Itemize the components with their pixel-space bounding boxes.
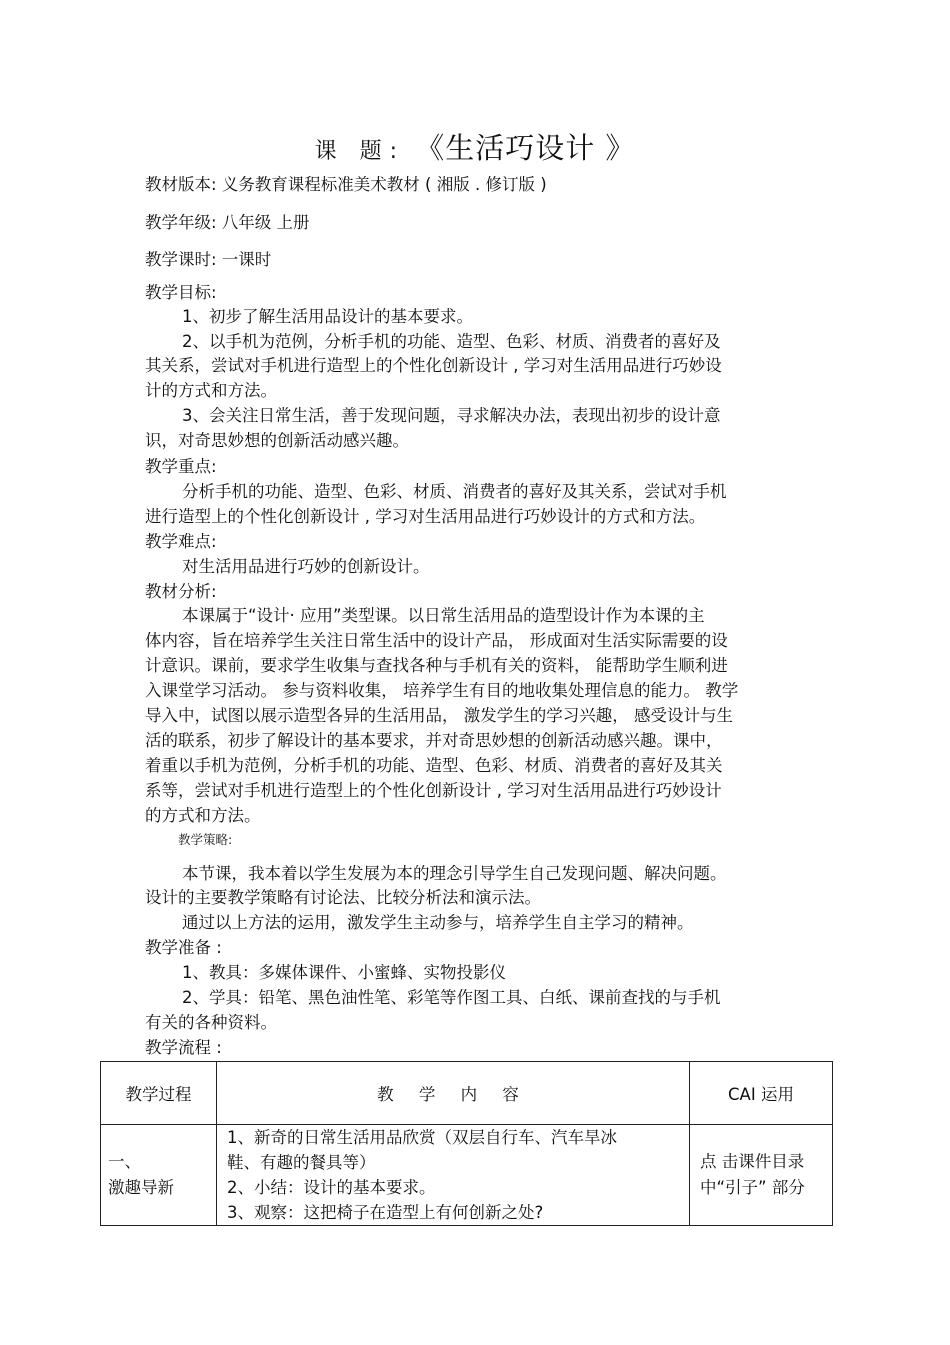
header-stage: 教学过程 [101,1062,217,1125]
analysis-line: 活的联系，初步了解设计的基本要求，并对奇思妙想的创新活动感兴趣。课中， [145,731,723,750]
objectives-line: 识，对奇思妙想的创新活动感兴趣。 [145,431,409,450]
objectives-line: 3、会关注日常生活，善于发现问题，寻求解决办法，表现出初步的设计意 [182,406,721,425]
edition-line: 教材版本: 义务教育课程标准美术教材 ( 湘版 . 修订版 ) [145,175,547,194]
content-line: 1、新奇的日常生活用品欣赏（双层自行车、汽车旱冰 [227,1128,617,1147]
strategy-line: 通过以上方法的运用，激发学生主动参与，培养学生自主学习的精神。 [182,913,694,932]
table-row [101,1125,833,1226]
analysis-line: 计意识。课前，要求学生收集与查找各种与手机有关的资料， 能帮助学生顺利进 [145,656,728,675]
header-cai: CAI 运用 [690,1062,833,1125]
strategy-line: 本节课，我本着以学生发展为本的理念引导学生自己发现问题、解决问题。 [182,864,727,883]
difficulty-line: 对生活用品进行巧妙的创新设计。 [182,557,430,576]
hours-line: 教学课时: 一课时 [145,250,272,269]
content-cell [217,1125,690,1226]
cai-line: 中“引子” 部分 [700,1178,805,1197]
analysis-line: 系等，尝试对手机进行造型上的个性化创新设计 , 学习对生活用品进行巧妙设计 [145,781,722,800]
key-points-heading: 教学重点: [145,457,217,476]
strategy-heading: 教学策略: [178,832,233,847]
flow-heading: 教学流程 : [145,1038,222,1057]
title-main: 《生活巧设计 》 [415,131,636,165]
analysis-line: 入课堂学习活动。 参与资料收集， 培养学生有目的地收集处理信息的能力。 教学 [145,681,739,700]
content-line: 2、小结：设计的基本要求。 [227,1178,436,1197]
cai-line: 点 击课件目录 [700,1152,805,1171]
cai-cell [690,1125,833,1226]
objectives-line: 其关系，尝试对手机进行造型上的个性化创新设计 , 学习对生活用品进行巧妙设 [145,356,722,375]
preparation-heading: 教学准备 : [145,938,222,957]
preparation-line: 2、学具：铅笔、黑色油性笔、彩笔等作图工具、白纸、课前查找的与手机 [182,988,721,1007]
teaching-flow-table [100,1061,833,1226]
objectives-line: 2、以手机为范例，分析手机的功能、造型、色彩、材质、消费者的喜好及 [182,332,721,351]
stage-cell [101,1125,217,1226]
objectives-heading: 教学目标: [145,283,217,302]
key-points-line: 分析手机的功能、造型、色彩、材质、消费者的喜好及其关系，尝试对手机 [182,482,727,501]
content-line: 鞋、有趣的餐具等） [227,1153,376,1172]
header-content: 教 学 内 容 [217,1062,690,1125]
analysis-line: 的方式和方法。 [145,806,261,825]
stage-name: 激趣导新 [108,1178,174,1197]
content-line: 3、观察：这把椅子在造型上有何创新之处? [227,1203,544,1222]
page-title [0,126,950,167]
grade-line: 教学年级: 八年级 上册 [145,213,310,232]
analysis-heading: 教材分析: [145,582,217,601]
analysis-line: 着重以手机为范例，分析手机的功能、造型、色彩、材质、消费者的喜好及其关 [145,756,723,775]
table-header-row [101,1062,833,1125]
analysis-line: 本课属于“设计· 应用”类型课。以日常生活用品的造型设计作为本课的主 [182,606,705,625]
preparation-line: 有关的各种资料。 [145,1013,277,1032]
key-points-line: 进行造型上的个性化创新设计 , 学习对生活用品进行巧妙设计的方式和方法。 [145,507,706,526]
stage-number: 一、 [108,1152,141,1171]
analysis-line: 体内容，旨在培养学生关注日常生活中的设计产品， 形成面对生活实际需要的设 [145,631,728,650]
objectives-line: 1、初步了解生活用品设计的基本要求。 [182,307,473,326]
objectives-line: 计的方式和方法。 [145,381,277,400]
preparation-line: 1、教具：多媒体课件、小蜜蜂、实物投影仪 [182,963,506,982]
analysis-line: 导入中，试图以展示造型各异的生活用品， 激发学生的学习兴趣， 感受设计与生 [145,706,733,725]
strategy-line: 设计的主要教学策略有讨论法、比较分析法和演示法。 [145,888,541,907]
title-prefix: 课 题: [314,139,405,164]
difficulty-heading: 教学难点: [145,532,217,551]
